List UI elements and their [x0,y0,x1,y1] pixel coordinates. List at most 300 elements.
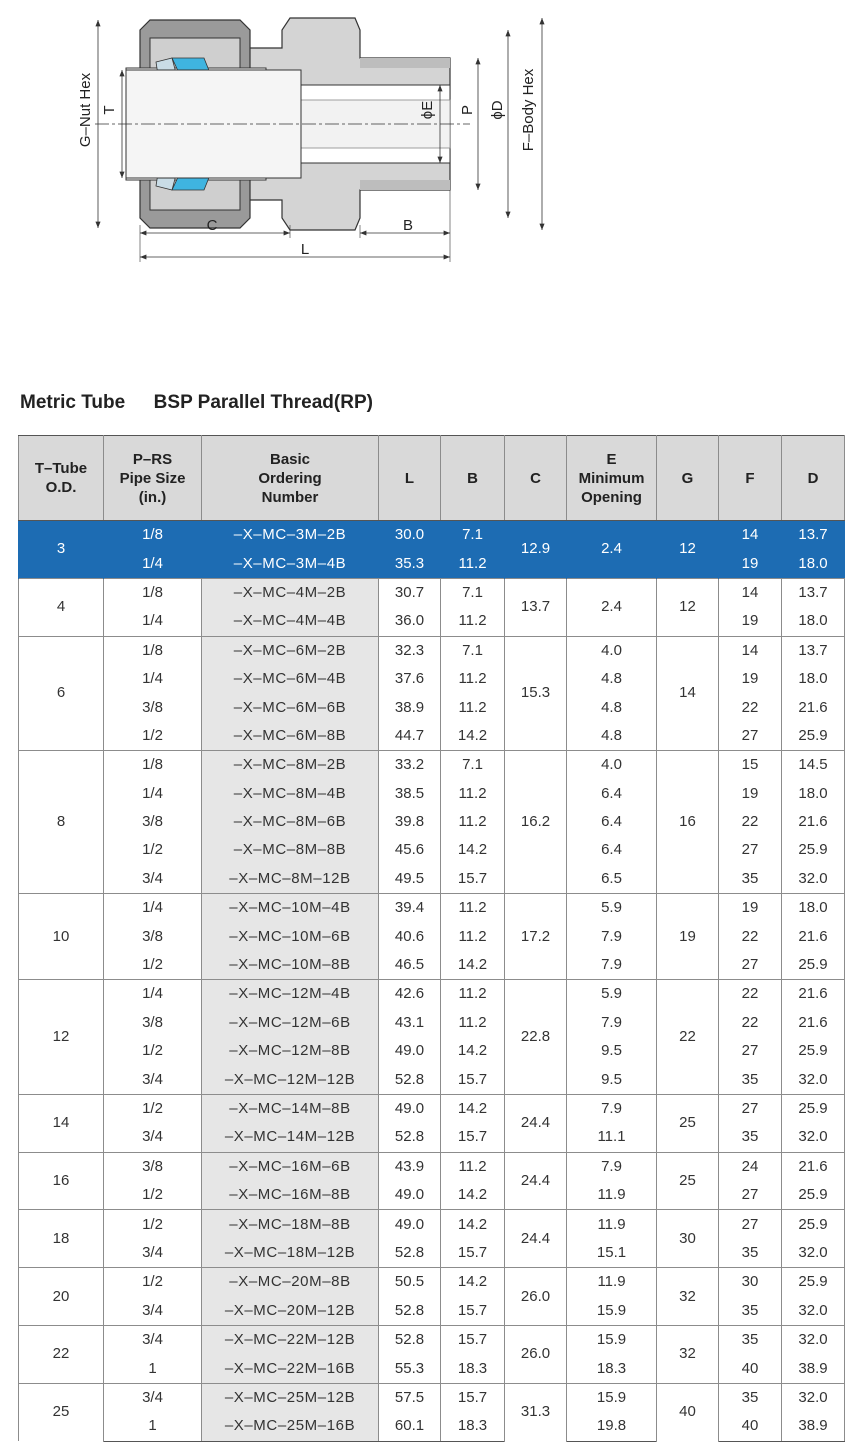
header-c: C [505,436,567,521]
cell-l: 39.4 [379,894,441,923]
cell-l: 46.5 [379,951,441,980]
cell-c: 15.3 [505,636,567,751]
cell-f: 14 [719,636,782,665]
cell-d: 38.9 [782,1354,845,1383]
cell-ordering-number: –X–MC–8M–2B [202,751,379,780]
table-row [19,1094,845,1123]
cell-d: 18.0 [782,894,845,923]
table-row [19,1065,845,1094]
cell-f: 15 [719,751,782,780]
cell-f: 19 [719,549,782,578]
cell-d: 18.0 [782,549,845,578]
cell-pipe-size: 3/4 [104,1383,202,1412]
cell-l: 49.5 [379,865,441,894]
cell-pipe-size: 1/4 [104,780,202,808]
table-row [19,1181,845,1210]
cell-e: 5.9 [567,894,657,923]
label-l: L [300,241,310,258]
cell-d: 14.5 [782,751,845,780]
cell-b: 15.7 [441,1325,505,1354]
cell-e: 7.9 [567,951,657,980]
table-row [19,722,845,751]
cell-ordering-number: –X–MC–10M–8B [202,951,379,980]
cell-ordering-number: –X–MC–20M–12B [202,1297,379,1326]
cell-b: 11.2 [441,980,505,1009]
cell-d: 25.9 [782,1181,845,1210]
cell-tube-od: 18 [19,1210,104,1268]
cell-ordering-number: –X–MC–18M–8B [202,1210,379,1239]
cell-pipe-size: 3/4 [104,1325,202,1354]
cell-e: 4.0 [567,636,657,665]
table-row [19,1383,845,1412]
cell-b: 11.2 [441,607,505,636]
cell-e: 4.8 [567,665,657,693]
cell-d: 21.6 [782,980,845,1009]
cell-pipe-size: 3/4 [104,865,202,894]
cell-ordering-number: –X–MC–10M–6B [202,922,379,950]
cell-f: 35 [719,1325,782,1354]
cell-ordering-number: –X–MC–18M–12B [202,1239,379,1268]
cell-b: 7.1 [441,751,505,780]
cell-f: 27 [719,1210,782,1239]
cell-l: 57.5 [379,1383,441,1412]
cell-b: 15.7 [441,1065,505,1094]
cell-ordering-number: –X–MC–12M–8B [202,1037,379,1065]
cell-pipe-size: 1/4 [104,665,202,693]
cell-l: 52.8 [379,1239,441,1268]
label-p: P [459,104,476,116]
table-row [19,1123,845,1152]
cell-tube-od: 8 [19,751,104,894]
cell-l: 52.8 [379,1123,441,1152]
cell-ordering-number: –X–MC–8M–8B [202,836,379,864]
table-row [19,607,845,636]
cell-g: 16 [657,751,719,894]
cell-d: 18.0 [782,607,845,636]
fitting-cross-section-drawing [70,0,560,270]
cell-c: 22.8 [505,980,567,1095]
cell-pipe-size: 1/8 [104,636,202,665]
cell-pipe-size: 1/4 [104,549,202,578]
cell-ordering-number: –X–MC–6M–6B [202,693,379,721]
cell-d: 25.9 [782,722,845,751]
cell-l: 32.3 [379,636,441,665]
cell-d: 21.6 [782,1152,845,1181]
cell-e: 7.9 [567,1152,657,1181]
cell-pipe-size: 1/2 [104,1181,202,1210]
cell-l: 60.1 [379,1412,441,1441]
cell-d: 25.9 [782,836,845,864]
cell-b: 11.2 [441,693,505,721]
cell-f: 27 [719,836,782,864]
cell-d: 25.9 [782,1268,845,1297]
table-row [19,636,845,665]
cell-l: 38.9 [379,693,441,721]
cell-d: 25.9 [782,1037,845,1065]
cell-f: 27 [719,722,782,751]
cell-ordering-number: –X–MC–10M–4B [202,894,379,923]
cell-b: 11.2 [441,808,505,836]
cell-tube-od: 22 [19,1325,104,1383]
cell-g: 32 [657,1268,719,1326]
cell-ordering-number: –X–MC–12M–4B [202,980,379,1009]
header-f: F [719,436,782,521]
cell-e: 15.1 [567,1239,657,1268]
table-body [19,521,845,1442]
cell-g: 25 [657,1094,719,1152]
cell-g: 12 [657,521,719,579]
cell-f: 19 [719,607,782,636]
cell-e: 2.4 [567,521,657,579]
cell-l: 38.5 [379,780,441,808]
cell-pipe-size: 1/2 [104,836,202,864]
cell-ordering-number: –X–MC–4M–2B [202,578,379,607]
table-row [19,894,845,923]
cell-b: 14.2 [441,1181,505,1210]
cell-pipe-size: 3/8 [104,922,202,950]
label-b: B [402,217,414,234]
cell-ordering-number: –X–MC–14M–8B [202,1094,379,1123]
cell-l: 49.0 [379,1094,441,1123]
cell-pipe-size: 1/2 [104,951,202,980]
cell-b: 15.7 [441,865,505,894]
table-row [19,693,845,721]
label-phi-e: ϕE [419,100,436,120]
cell-f: 22 [719,1009,782,1037]
cell-l: 30.7 [379,578,441,607]
cell-ordering-number: –X–MC–6M–2B [202,636,379,665]
cell-b: 11.2 [441,1009,505,1037]
label-phi-d: ϕD [489,100,506,120]
cell-l: 43.1 [379,1009,441,1037]
cell-f: 35 [719,1123,782,1152]
cell-tube-od: 3 [19,521,104,579]
cell-e: 11.1 [567,1123,657,1152]
cell-e: 18.3 [567,1354,657,1383]
cell-f: 19 [719,665,782,693]
cell-e: 6.5 [567,865,657,894]
cell-b: 14.2 [441,722,505,751]
cell-f: 40 [719,1412,782,1441]
cell-c: 26.0 [505,1325,567,1383]
cell-f: 22 [719,922,782,950]
header-e: E Minimum Opening [567,436,657,521]
table-row [19,951,845,980]
table-row [19,1412,845,1441]
cell-b: 15.7 [441,1383,505,1412]
cell-pipe-size: 1/2 [104,1268,202,1297]
cell-e: 7.9 [567,922,657,950]
cell-l: 42.6 [379,980,441,1009]
table-header-row [19,436,845,521]
cell-f: 35 [719,1383,782,1412]
cell-e: 6.4 [567,780,657,808]
cell-e: 4.0 [567,751,657,780]
cell-l: 40.6 [379,922,441,950]
table-row [19,1239,845,1268]
cell-c: 24.4 [505,1152,567,1210]
cell-c: 17.2 [505,894,567,980]
cell-l: 45.6 [379,836,441,864]
cell-d: 32.0 [782,1383,845,1412]
header-g: G [657,436,719,521]
cell-pipe-size: 1/8 [104,521,202,550]
cell-pipe-size: 1/2 [104,1094,202,1123]
cell-ordering-number: –X–MC–8M–12B [202,865,379,894]
cell-pipe-size: 1/2 [104,722,202,751]
cell-tube-od: 25 [19,1383,104,1441]
cell-pipe-size: 3/8 [104,808,202,836]
table-row [19,808,845,836]
cell-l: 52.8 [379,1065,441,1094]
cell-l: 35.3 [379,549,441,578]
table-row [19,1325,845,1354]
cell-l: 43.9 [379,1152,441,1181]
cell-c: 13.7 [505,578,567,636]
cell-ordering-number: –X–MC–20M–8B [202,1268,379,1297]
cell-ordering-number: –X–MC–3M–2B [202,521,379,550]
cell-d: 32.0 [782,865,845,894]
table-row [19,1210,845,1239]
cell-e: 15.9 [567,1297,657,1326]
cell-d: 25.9 [782,1094,845,1123]
header-t-tube: T–Tube O.D. [19,436,104,521]
cell-l: 36.0 [379,607,441,636]
cell-b: 11.2 [441,665,505,693]
cell-g: 30 [657,1210,719,1268]
cell-tube-od: 20 [19,1268,104,1326]
cell-e: 2.4 [567,578,657,636]
cell-pipe-size: 1 [104,1354,202,1383]
cell-l: 52.8 [379,1297,441,1326]
cell-b: 15.7 [441,1239,505,1268]
cell-e: 19.8 [567,1412,657,1441]
cell-pipe-size: 3/4 [104,1297,202,1326]
table-row [19,1354,845,1383]
cell-l: 55.3 [379,1354,441,1383]
cell-ordering-number: –X–MC–3M–4B [202,549,379,578]
cell-l: 33.2 [379,751,441,780]
cell-l: 39.8 [379,808,441,836]
cell-ordering-number: –X–MC–12M–12B [202,1065,379,1094]
cell-d: 21.6 [782,693,845,721]
cell-ordering-number: –X–MC–6M–4B [202,665,379,693]
cell-g: 19 [657,894,719,980]
cell-b: 15.7 [441,1297,505,1326]
cell-ordering-number: –X–MC–22M–12B [202,1325,379,1354]
cell-c: 26.0 [505,1268,567,1326]
header-p-rs: P–RS Pipe Size (in.) [104,436,202,521]
cell-d: 13.7 [782,521,845,550]
table-row [19,1152,845,1181]
header-l: L [379,436,441,521]
cell-d: 32.0 [782,1297,845,1326]
table-row [19,1268,845,1297]
cell-b: 14.2 [441,951,505,980]
cell-pipe-size: 3/8 [104,1009,202,1037]
cell-ordering-number: –X–MC–16M–8B [202,1181,379,1210]
cell-f: 22 [719,808,782,836]
cell-d: 13.7 [782,578,845,607]
cell-f: 24 [719,1152,782,1181]
cell-pipe-size: 1/2 [104,1210,202,1239]
cell-pipe-size: 3/4 [104,1065,202,1094]
cell-g: 32 [657,1325,719,1383]
cell-b: 7.1 [441,521,505,550]
cell-e: 4.8 [567,693,657,721]
cell-c: 24.4 [505,1210,567,1268]
cell-e: 5.9 [567,980,657,1009]
cell-b: 11.2 [441,780,505,808]
title-metric-tube: Metric Tube [20,392,126,413]
cell-tube-od: 14 [19,1094,104,1152]
cell-l: 50.5 [379,1268,441,1297]
table-row [19,1297,845,1326]
cell-l: 30.0 [379,521,441,550]
title-thread-type: BSP Parallel Thread(RP) [153,392,373,413]
cell-f: 14 [719,578,782,607]
cell-ordering-number: –X–MC–25M–16B [202,1412,379,1441]
cell-f: 35 [719,1239,782,1268]
cell-g: 40 [657,1383,719,1441]
label-c: C [206,217,218,234]
cell-b: 15.7 [441,1123,505,1152]
cell-g: 25 [657,1152,719,1210]
cell-e: 11.9 [567,1268,657,1297]
cell-f: 19 [719,780,782,808]
cell-b: 7.1 [441,578,505,607]
cell-pipe-size: 1/4 [104,980,202,1009]
cell-f: 35 [719,1065,782,1094]
cell-e: 11.9 [567,1210,657,1239]
cell-f: 22 [719,693,782,721]
cell-ordering-number: –X–MC–8M–4B [202,780,379,808]
header-d: D [782,436,845,521]
specification-table [18,435,845,1442]
cell-c: 31.3 [505,1383,567,1441]
cell-d: 32.0 [782,1239,845,1268]
table-row [19,922,845,950]
cell-e: 9.5 [567,1037,657,1065]
cell-d: 38.9 [782,1412,845,1441]
cell-e: 15.9 [567,1383,657,1412]
cell-pipe-size: 3/8 [104,1152,202,1181]
cell-tube-od: 6 [19,636,104,751]
table-row [19,578,845,607]
cell-e: 6.4 [567,808,657,836]
cell-tube-od: 4 [19,578,104,636]
table-row [19,1037,845,1065]
cell-f: 30 [719,1268,782,1297]
cell-e: 7.9 [567,1009,657,1037]
cell-d: 25.9 [782,951,845,980]
cell-tube-od: 12 [19,980,104,1095]
cell-d: 18.0 [782,780,845,808]
cell-ordering-number: –X–MC–22M–16B [202,1354,379,1383]
cell-l: 49.0 [379,1210,441,1239]
cell-d: 21.6 [782,808,845,836]
cell-pipe-size: 3/4 [104,1123,202,1152]
cell-b: 11.2 [441,922,505,950]
cell-pipe-size: 1 [104,1412,202,1441]
cell-ordering-number: –X–MC–25M–12B [202,1383,379,1412]
cell-pipe-size: 3/8 [104,693,202,721]
cell-tube-od: 10 [19,894,104,980]
cell-d: 21.6 [782,922,845,950]
cell-l: 37.6 [379,665,441,693]
cell-b: 11.2 [441,894,505,923]
label-f-body-hex: F–Body Hex [520,68,537,152]
cell-c: 16.2 [505,751,567,894]
cell-f: 35 [719,865,782,894]
cell-g: 12 [657,578,719,636]
cell-ordering-number: –X–MC–14M–12B [202,1123,379,1152]
cell-b: 11.2 [441,1152,505,1181]
table-row [19,1009,845,1037]
cell-d: 32.0 [782,1065,845,1094]
header-b: B [441,436,505,521]
cell-pipe-size: 1/2 [104,1037,202,1065]
cell-d: 13.7 [782,636,845,665]
table-row [19,549,845,578]
header-basic-ordering-number: Basic Ordering Number [202,436,379,521]
cell-g: 22 [657,980,719,1095]
cell-f: 27 [719,1181,782,1210]
table-row [19,521,845,550]
cell-l: 49.0 [379,1181,441,1210]
table-row [19,665,845,693]
cell-f: 35 [719,1297,782,1326]
cell-d: 25.9 [782,1210,845,1239]
cell-c: 24.4 [505,1094,567,1152]
cell-f: 22 [719,980,782,1009]
label-g-nut-hex: G–Nut Hex [77,72,94,148]
cell-b: 14.2 [441,1037,505,1065]
cell-ordering-number: –X–MC–16M–6B [202,1152,379,1181]
cell-b: 14.2 [441,1268,505,1297]
cell-ordering-number: –X–MC–6M–8B [202,722,379,751]
table-row [19,780,845,808]
cell-e: 9.5 [567,1065,657,1094]
cell-b: 14.2 [441,1094,505,1123]
cell-l: 52.8 [379,1325,441,1354]
section-title [20,392,373,414]
table-row [19,751,845,780]
label-t: T [101,105,118,115]
table-row [19,865,845,894]
cell-c: 12.9 [505,521,567,579]
table-row [19,836,845,864]
cell-pipe-size: 1/8 [104,751,202,780]
cell-e: 6.4 [567,836,657,864]
cell-b: 14.2 [441,836,505,864]
cell-pipe-size: 3/4 [104,1239,202,1268]
cell-f: 27 [719,951,782,980]
cell-e: 15.9 [567,1325,657,1354]
cell-d: 32.0 [782,1325,845,1354]
cell-l: 49.0 [379,1037,441,1065]
cell-b: 18.3 [441,1354,505,1383]
cell-pipe-size: 1/8 [104,578,202,607]
cell-ordering-number: –X–MC–12M–6B [202,1009,379,1037]
cell-f: 19 [719,894,782,923]
table-row [19,980,845,1009]
cell-pipe-size: 1/4 [104,607,202,636]
cell-b: 11.2 [441,549,505,578]
cell-b: 7.1 [441,636,505,665]
cell-pipe-size: 1/4 [104,894,202,923]
cell-f: 27 [719,1094,782,1123]
